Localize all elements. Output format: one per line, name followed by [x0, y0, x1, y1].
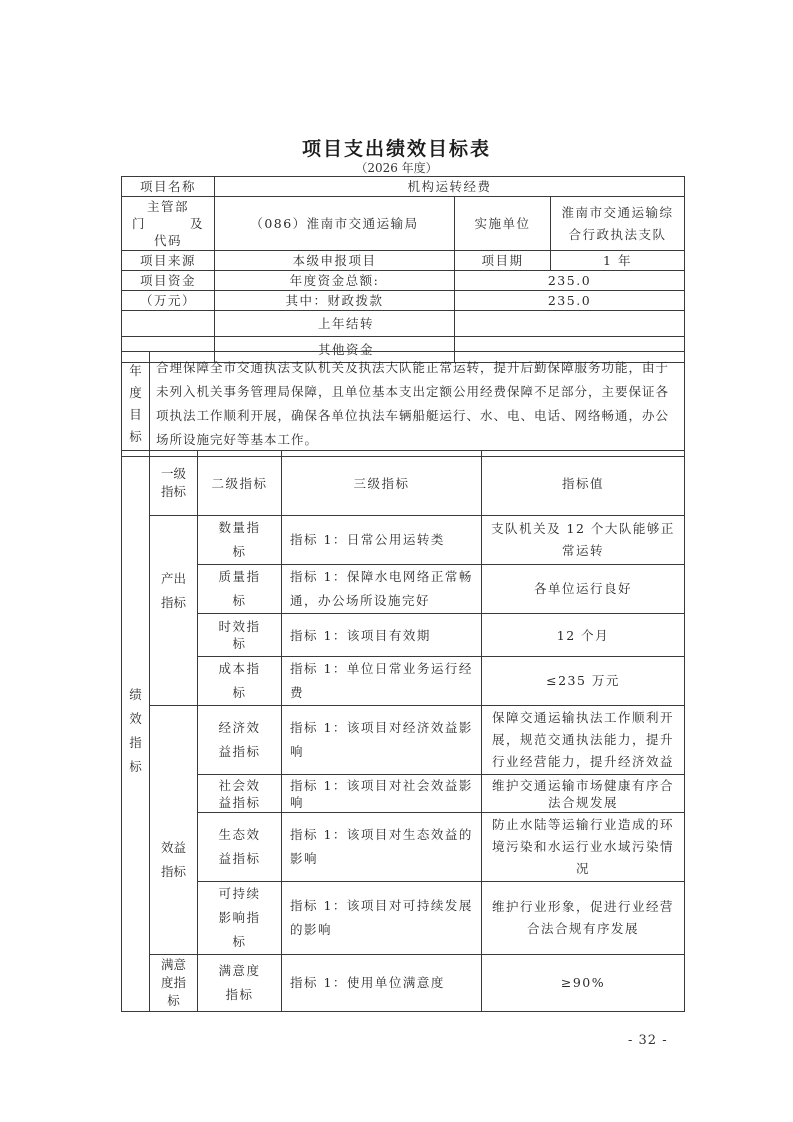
row-carryover — [122, 311, 685, 337]
row-source — [122, 251, 685, 271]
indicator-row — [122, 657, 685, 706]
label-line: 度指 — [160, 975, 186, 990]
indicator-value: 维护行业形象，促进行业经营合法合规有序发展 — [482, 882, 685, 955]
document-subtitle: （2026 年度） — [355, 161, 438, 175]
level3-indicator: 指标 1：该项目有效期 — [282, 614, 482, 657]
header-level2: 二级指标 — [198, 451, 282, 516]
document-title: 项目支出绩效目标表 — [301, 138, 491, 160]
annual-total-value: 235.0 — [455, 271, 685, 291]
performance-section-label-text — [122, 683, 149, 779]
label-line: 效 — [129, 711, 142, 726]
label-line: 度 — [129, 385, 142, 400]
label-line: 指标 — [160, 484, 186, 499]
indicator-row — [122, 565, 685, 614]
level1-indicator — [150, 955, 198, 1012]
indicator-row — [122, 614, 685, 657]
label-line: 效益 — [160, 840, 186, 855]
annual-total-label: 年度资金总额: — [215, 271, 455, 291]
indicator-value: 支队机关及 12 个大队能够正常运转 — [482, 516, 685, 565]
level1-indicator — [150, 516, 198, 706]
project-info-table — [121, 176, 685, 363]
empty-cell — [122, 311, 215, 337]
department-label-line2 — [126, 215, 210, 232]
indicator-row — [122, 516, 685, 565]
other-funds-label: 其他资金 — [215, 337, 455, 363]
indicator-row — [122, 813, 685, 882]
fiscal-label: 其中：财政拨款 — [215, 291, 455, 311]
level1-indicator-text — [154, 567, 193, 615]
performance-body — [122, 451, 685, 1012]
indicator-value: ≤235 万元 — [482, 657, 685, 706]
indicator-value: 保障交通运输执法工作顺利开展，规范交通执法能力，提升行业经营能力，提升经济效益 — [482, 706, 685, 775]
label-line: 目 — [129, 407, 142, 422]
level2-indicator: 满意度指标 — [198, 955, 282, 1012]
indicator-row — [122, 706, 685, 775]
fund-label-line2: （万元） — [122, 291, 215, 311]
label-line: 产出 — [160, 570, 186, 586]
level3-indicator: 指标 1：保障水电网络正常畅通，办公场所设施完好 — [282, 565, 482, 614]
level1-indicator-text — [154, 836, 193, 884]
row-annual-total — [122, 271, 685, 291]
level2-indicator: 生态效益指标 — [198, 813, 282, 882]
carryover-value — [455, 311, 685, 337]
performance-table — [121, 450, 685, 1012]
annual-goal-table — [121, 351, 685, 457]
label-line: 一级 — [160, 466, 186, 481]
fund-label-line1: 项目资金 — [122, 271, 215, 291]
row-fiscal — [122, 291, 685, 311]
level2-indicator: 数量指标 — [198, 516, 282, 565]
level3-indicator: 指标 1：该项目对可持续发展的影响 — [282, 882, 482, 955]
header-level1 — [150, 451, 198, 516]
header-level1-text — [154, 465, 193, 501]
department-label — [122, 197, 215, 251]
label-line: 绩 — [129, 687, 142, 702]
source-value: 本级申报项目 — [215, 251, 455, 271]
level3-indicator: 指标 1：该项目对生态效益的影响 — [282, 813, 482, 882]
period-label: 项目期 — [455, 251, 551, 271]
department-label-men: 门 — [132, 216, 147, 231]
level3-indicator: 指标 1：使用单位满意度 — [282, 955, 482, 1012]
level3-indicator: 指标 1：该项目对经济效益影响 — [282, 706, 482, 775]
annual-goal-label — [122, 352, 150, 457]
level3-indicator: 指标 1：该项目对社会效益影响 — [282, 775, 482, 813]
fiscal-value: 235.0 — [455, 291, 685, 311]
department-label-ji: 及 — [189, 216, 204, 231]
indicator-row — [122, 955, 685, 1012]
label-line: 标 — [129, 429, 142, 444]
indicator-value: 维护交通运输市场健康有序合法合规发展 — [482, 775, 685, 813]
label-line: 指标 — [160, 594, 186, 610]
row-annual-goal — [122, 352, 685, 457]
label-line: 年 — [129, 363, 142, 378]
level2-indicator: 社会效益指标 — [198, 775, 282, 813]
level3-indicator: 指标 1：单位日常业务运行经费 — [282, 657, 482, 706]
indicator-value: 12 个月 — [482, 614, 685, 657]
indicator-value: 各单位运行良好 — [482, 565, 685, 614]
level1-indicator — [150, 706, 198, 955]
level2-indicator: 时效指标 — [198, 614, 282, 657]
carryover-label: 上年结转 — [215, 311, 455, 337]
indicator-row — [122, 775, 685, 813]
project-name-value: 机构运转经费 — [215, 177, 685, 197]
label-line: 标 — [167, 993, 180, 1008]
page-number: - 32 - — [628, 1033, 668, 1048]
department-value: （086）淮南市交通运输局 — [215, 197, 455, 251]
implementing-unit-label: 实施单位 — [455, 197, 551, 251]
project-name-label: 项目名称 — [122, 177, 215, 197]
indicator-value: 防止水陆等运输行业造成的环境污染和水运行业水域污染情况 — [482, 813, 685, 882]
row-project-name — [122, 177, 685, 197]
header-level3: 三级指标 — [282, 451, 482, 516]
implementing-unit-value: 淮南市交通运输综合行政执法支队 — [551, 197, 685, 251]
row-department — [122, 197, 685, 251]
label-line: 标 — [129, 759, 142, 774]
department-label-line1: 主管部 — [146, 199, 189, 214]
header-row — [122, 451, 685, 516]
indicator-value: ≥90% — [482, 955, 685, 1012]
department-label-line3: 代码 — [153, 233, 182, 248]
level2-indicator: 成本指标 — [198, 657, 282, 706]
period-value: 1 年 — [551, 251, 685, 271]
header-value: 指标值 — [482, 451, 685, 516]
indicator-row — [122, 882, 685, 955]
performance-section-label — [122, 451, 150, 1012]
label-line: 指标 — [160, 864, 186, 879]
level2-indicator: 质量指标 — [198, 565, 282, 614]
level1-indicator-text — [154, 956, 193, 1010]
level2-indicator: 可持续影响指标 — [198, 882, 282, 955]
source-label: 项目来源 — [122, 251, 215, 271]
annual-goal-label-text — [122, 360, 149, 448]
level3-indicator: 指标 1：日常公用运转类 — [282, 516, 482, 565]
label-line: 指 — [129, 735, 142, 750]
annual-goal-text: 合理保障全市交通执法支队机关及执法大队能正常运转，提升后勤保障服务功能，由于未列入机关事务管理局保障，且单位基本支出定额公用经费保障不足部分，主要保证各项执法工作顺利开展，确保各单位执法车辆船艇运行、水、电、电话、网络畅通，办公场所设施完好等基本工作。 — [150, 352, 685, 457]
level2-indicator: 经济效益指标 — [198, 706, 282, 775]
label-line: 满意 — [160, 957, 186, 972]
